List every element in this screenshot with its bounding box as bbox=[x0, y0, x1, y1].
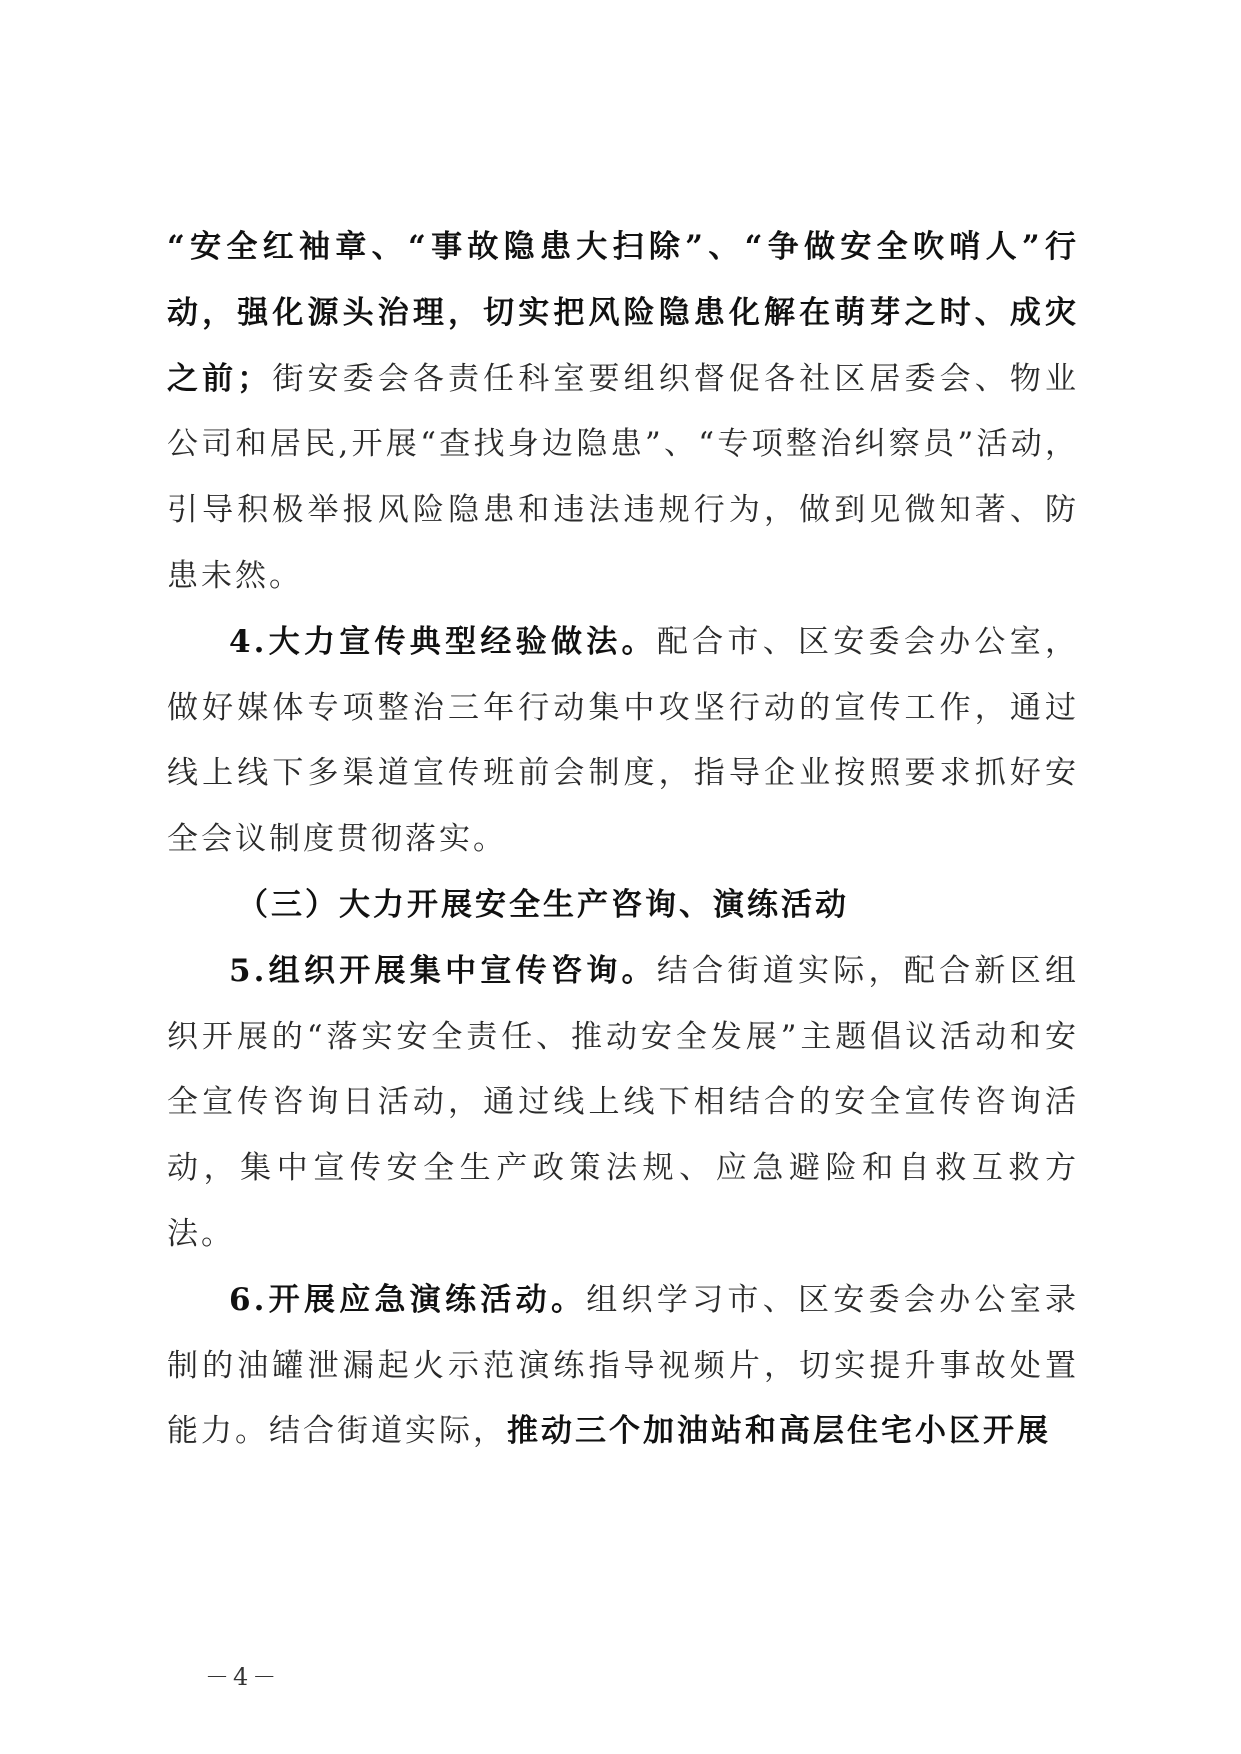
section-item-4-body: 配合市、区安委会办公室，做好媒体专项整治三年行动集中攻坚行动的宣传工作，通过线上线下多渠道宣传班前会制度，指导企业按照要求抓好安全会议制度贯彻落实。 bbox=[167, 623, 1079, 858]
page-number: －4－ bbox=[205, 1663, 281, 1691]
section-item-6-heading: 6.开展应急演练活动。 bbox=[229, 1281, 587, 1318]
section-item-4-heading: 4.大力宣传典型经验做法。 bbox=[229, 623, 657, 660]
section-item-4 bbox=[167, 610, 1079, 873]
paragraph-campaigns bbox=[167, 215, 1079, 610]
document-body bbox=[167, 215, 1079, 1465]
paragraph-campaigns-text: 街安委会各责任科室要组织督促各社区居委会、物业公司和居民,开展“查找身边隐患”、“专项整治纠察员”活动，引导积极举报风险隐患和违法违规行为，做到见微知著、防患未然。 bbox=[167, 360, 1080, 594]
section-item-6 bbox=[167, 1268, 1079, 1465]
section-item-5-heading: 5.组织开展集中宣传咨询。 bbox=[229, 952, 657, 989]
section-item-5 bbox=[167, 939, 1079, 1268]
section-item-6-bold-tail: 推动三个加油站和高层住宅小区开展 bbox=[507, 1413, 1051, 1450]
section-subheading-3: （三）大力开展安全生产咨询、演练活动 bbox=[237, 886, 849, 923]
section-item-6-body: 组织学习市、区安委会办公室录制的油罐泄漏起火示范演练指导视频片，切实提升事故处置能力。结合街道实际， bbox=[167, 1281, 1079, 1450]
paragraph-campaigns-bold-lead: “安全红袖章、“事故隐患大扫除”、“争做安全吹哨人”行动，强化源头治理，切实把风险隐患化解在萌芽之时、成灾之前； bbox=[167, 229, 1079, 397]
section-item-5-body: 结合街道实际，配合新区组织开展的“落实安全责任、推动安全发展”主题倡议活动和安全宣传咨询日活动，通过线上线下相结合的安全宣传咨询活动，集中宣传安全生产政策法规、应急避险和自救互救方法。 bbox=[167, 952, 1079, 1252]
